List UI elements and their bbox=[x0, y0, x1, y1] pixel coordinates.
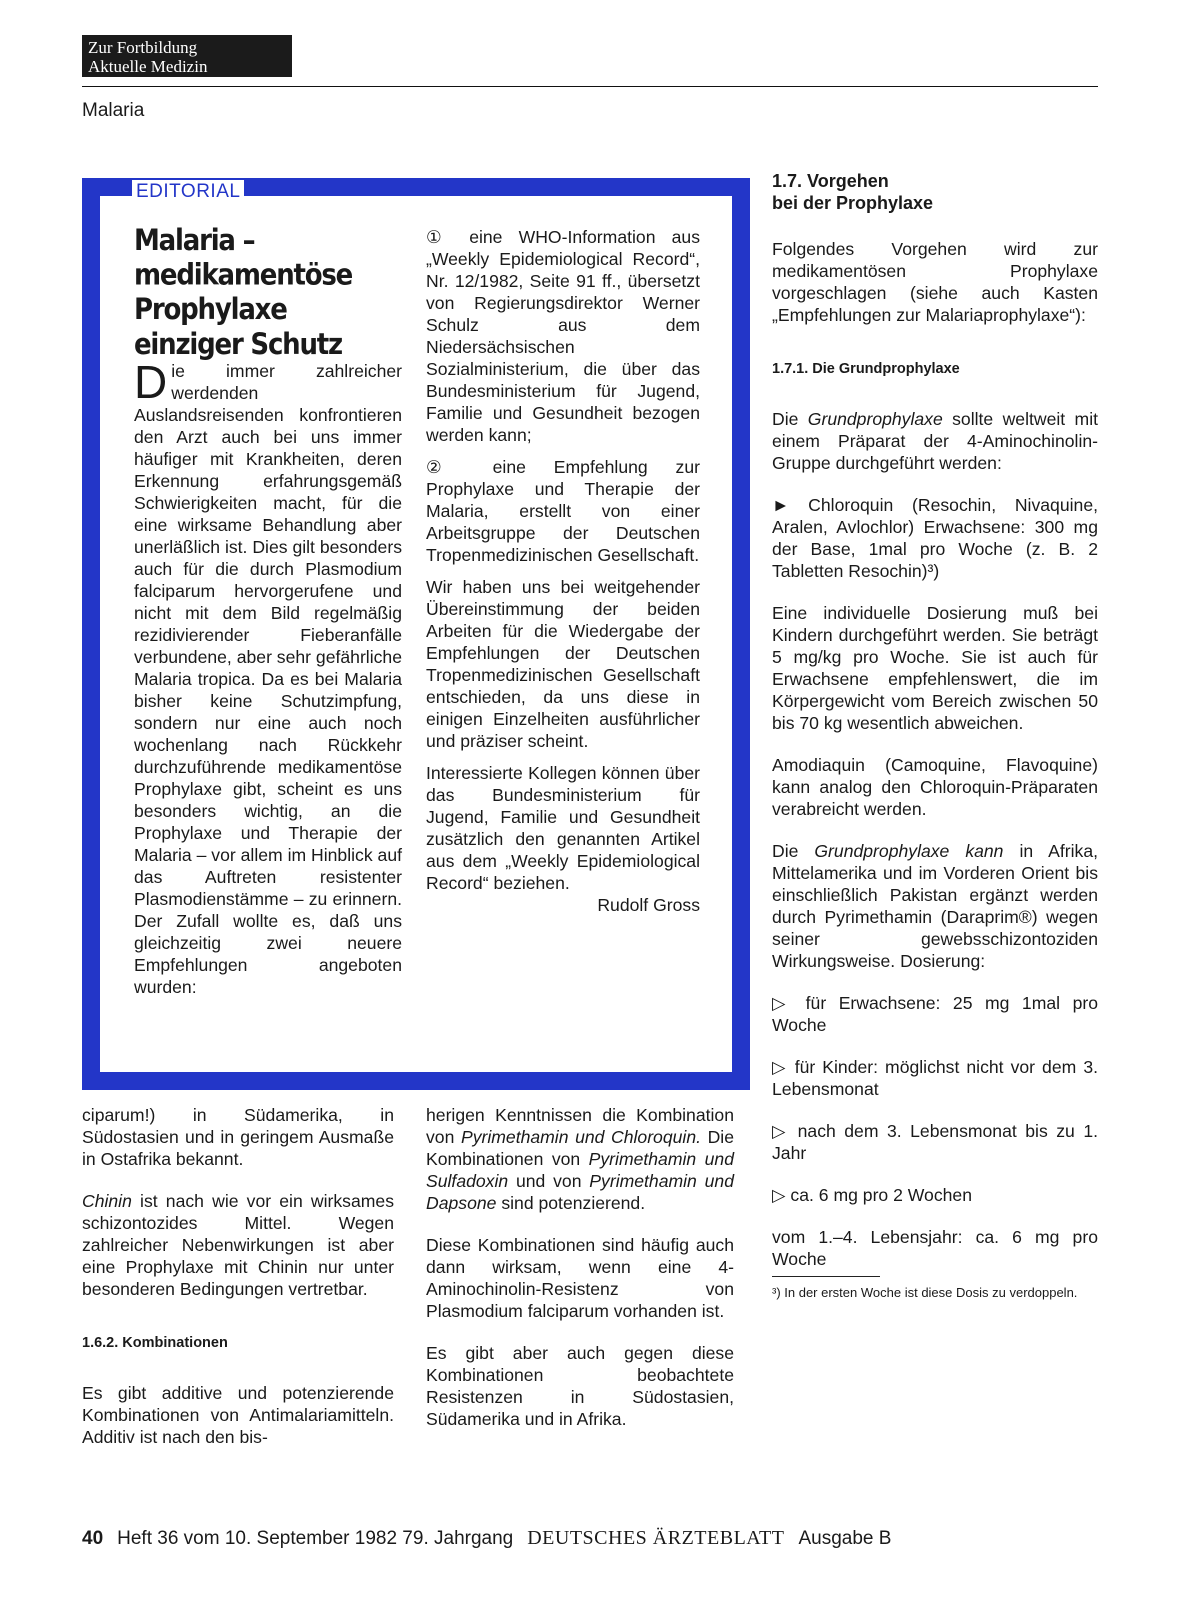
paragraph bbox=[772, 840, 1098, 972]
editorial-paragraph: Interessierte Kollegen können über das Bundesministerium für Jugend, Familie und Gesundheit zusätzlich den genannten Artikel aus dem „Weekly Epidemiological Record“ beziehen. bbox=[426, 763, 700, 893]
title-line-1: Malaria – bbox=[134, 224, 255, 258]
dosage-item: ► Chloroquin (Resochin, Nivaquine, Aralen, Avlochlor) Erwachsene: 300 mg der Base, 1mal pro Woche (z. B. 2 Tabletten Resochin)³) bbox=[772, 495, 1098, 581]
lower-left-column bbox=[82, 1104, 394, 1468]
heading-line: bei der Prophylaxe bbox=[772, 193, 934, 213]
issue-info: Heft 36 vom 10. September 1982 79. Jahrgang bbox=[117, 1528, 514, 1549]
dosage-bullet: ▷ für Kinder: möglichst nicht vor dem 3. Lebensmonat bbox=[772, 1057, 1098, 1099]
paragraph: Es gibt additive und potenzierende Kombinationen von Antimalariamitteln. Additiv ist nach den bis- bbox=[82, 1383, 394, 1447]
paragraph bbox=[82, 1190, 394, 1300]
footnote: ³) In der ersten Woche ist diese Dosis zu verdoppeln. bbox=[772, 1285, 1078, 1300]
title-line-2: medikamentöse bbox=[134, 258, 353, 293]
lower-middle-column bbox=[426, 1104, 734, 1450]
editorial-left-column bbox=[134, 356, 402, 998]
editorial-item-2: ② eine Empfehlung zur Prophylaxe und Therapie der Malaria, erstellt von einer Arbeitsgruppe der Deutschen Tropenmedizinischen Gesellschaft. bbox=[426, 457, 700, 565]
italic-term: Grundprophylaxe kann bbox=[814, 841, 1004, 861]
header-rule bbox=[82, 86, 1098, 87]
paragraph: Eine individuelle Dosierung muß bei Kindern durchgeführt werden. Sie beträgt 5 mg/kg pro Woche. Sie ist auch für Erwachsene empfehlenswert, die im Körpergewicht vom Bereich zwischen 50 bis 70 kg wesentlich abweichen. bbox=[772, 603, 1098, 733]
text: und von bbox=[508, 1171, 590, 1191]
paragraph: Amodiaquin (Camoquine, Flavoquine) kann analog den Chloroquin-Präparaten verabreicht werden. bbox=[772, 755, 1098, 819]
subsection-heading: 1.7.1. Die Grundprophylaxe bbox=[772, 361, 960, 377]
running-head: Malaria bbox=[82, 100, 145, 121]
italic-term: Pyrimethamin und Sulfadoxin bbox=[426, 1149, 734, 1191]
paragraph bbox=[426, 1104, 734, 1214]
paragraph: Es gibt aber auch gegen diese Kombinationen beobachtete Resistenzen in Südostasien, Südamerika und in Afrika. bbox=[426, 1343, 734, 1429]
dosage-bullet: ▷ ca. 6 mg pro 2 Wochen bbox=[772, 1185, 972, 1205]
page-number: 40 bbox=[82, 1528, 104, 1549]
text: Die bbox=[772, 409, 808, 429]
editorial-signature: Rudolf Gross bbox=[597, 895, 700, 915]
paragraph: Diese Kombinationen sind häufig auch dann wirksam, wenn eine 4-Aminochinolin-Resistenz von Plasmodium falciparum vorhanden ist. bbox=[426, 1235, 734, 1321]
section-line-2: Aktuelle Medizin bbox=[88, 57, 208, 76]
drop-cap: D bbox=[134, 356, 168, 408]
edition: Ausgabe B bbox=[798, 1528, 892, 1549]
title-line-3: Prophylaxe bbox=[134, 293, 287, 328]
right-column bbox=[772, 170, 1098, 1301]
editorial-item-1: ① eine WHO-Information aus „Weekly Epidemiological Record“, Nr. 12/1982, Seite 91 ff., übersetzt von Regierungsdirektor Werner Schulz aus dem Niedersächsischen Sozialministerium, die über das Bundesministerium für Jugend, Familie und Gesundheit bezogen werden kann; bbox=[426, 227, 700, 445]
italic-term: Grundprophylaxe bbox=[807, 409, 943, 429]
text: sollte weltweit mit einem Präparat der 4-Aminochinolin-Gruppe durchgeführt werden: bbox=[772, 409, 1098, 473]
text: in Afrika, Mittelamerika und im Vorderen Orient bis einschließlich Pakistan ergänzt werden durch Pyrimethamin (Daraprim®) wegen seiner gewebsschizontoziden Wirkungsweise. Dosierung: bbox=[772, 841, 1098, 971]
section-heading: 1.6.2. Kombinationen bbox=[82, 1335, 228, 1351]
paragraph-text: ist nach wie vor ein wirksames schizontozides Mittel. Wegen zahlreicher Nebenwirkungen ist aber eine Prophylaxe mit Chinin nur unter besonderen Bedingungen vertretbar. bbox=[82, 1191, 394, 1299]
section-tag bbox=[82, 35, 292, 77]
italic-term: Pyrimethamin und Chloroquin. bbox=[460, 1127, 701, 1147]
text: Die Kombinationen von bbox=[426, 1127, 734, 1169]
italic-term: Pyrimethamin und Dapsone bbox=[426, 1171, 734, 1213]
editorial-label: EDITORIAL bbox=[132, 180, 244, 204]
dosage-line: vom 1.–4. Lebensjahr: ca. 6 mg pro Woche bbox=[772, 1227, 1098, 1269]
footnote-rule bbox=[772, 1276, 880, 1277]
editorial-title bbox=[134, 224, 354, 363]
text: herigen Kenntnissen die Kombination von bbox=[426, 1105, 734, 1147]
page-footer bbox=[82, 1527, 891, 1550]
text: Die bbox=[772, 841, 815, 861]
dosage-bullet: ▷ für Erwachsene: 25 mg 1mal pro Woche bbox=[772, 993, 1098, 1035]
heading-line: 1.7. Vorgehen bbox=[772, 171, 889, 191]
paragraph: ciparum!) in Südamerika, in Südostasien und in geringem Ausmaße in Ostafrika bekannt. bbox=[82, 1105, 394, 1169]
italic-term: Chinin bbox=[82, 1191, 132, 1211]
section-heading bbox=[772, 170, 1098, 214]
dosage-bullet: ▷ nach dem 3. Lebensmonat bis zu 1. Jahr bbox=[772, 1121, 1098, 1163]
paragraph: Folgendes Vorgehen wird zur medikamentösen Prophylaxe vorgeschlagen (siehe auch Kasten „Empfehlungen zur Malariaprophylaxe“): bbox=[772, 239, 1098, 325]
editorial-right-column bbox=[426, 226, 700, 916]
editorial-paragraph: Wir haben uns bei weitgehender Übereinstimmung der beiden Arbeiten für die Wiedergabe der Empfehlungen der Deutschen Tropenmedizinischen Gesellschaft entschieden, da uns diese in einigen Einzelheiten ausführlicher und präziser scheint. bbox=[426, 577, 700, 751]
section-line-1: Zur Fortbildung bbox=[88, 38, 198, 57]
editorial-intro-text: ie immer zahlreicher werdenden Auslandsreisenden konfrontieren den Arzt auch bei uns immer häufiger mit Krankheiten, deren Erkennung erfahrungsgemäß Schwierigkeiten macht, für die eine wirksame Behandlung aber unerläßlich ist. Dies gilt besonders auch für die durch Plasmodium falciparum hervorgerufene und nicht mit dem Bild regelmäßig rezidivierender Fieberanfälle verbundene, aber sehr gefährliche Malaria tropica. Da es bei Malaria bisher keine Schutzimpfung, sondern nur eine auch noch wochenlang nach Rückkehr durchzuführende medikamentöse Prophylaxe gibt, scheint es uns besonders wichtig, an die Prophylaxe und Therapie der Malaria – vor allem im Hinblick auf das Auftreten resistenter Plasmodienstämme – zu erinnern. Der Zufall wollte es, daß uns gleichzeitig zwei neuere Empfehlungen angeboten wurden: bbox=[134, 361, 402, 997]
paragraph bbox=[772, 408, 1098, 474]
text: sind potenzierend. bbox=[496, 1193, 646, 1213]
title-line-4: einziger Schutz bbox=[134, 328, 342, 362]
journal-name: DEUTSCHES ÄRZTEBLATT bbox=[527, 1527, 785, 1549]
